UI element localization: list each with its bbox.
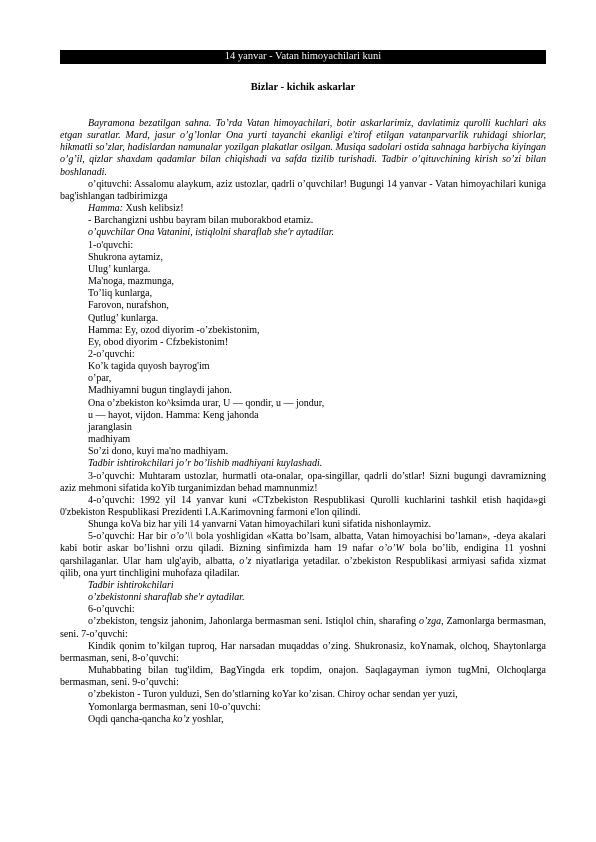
text-run: Zamonlarga bermasman, seni. 7-o’quvchi: <box>60 616 546 640</box>
verse-paragraph: Muhabbating bilan tug'ildim, BagYingda erk topdim, onajon. Saqlagayman iymon tugMni, Olchoqlarga bermasman, seni. 9-o’quvchi: <box>60 665 546 689</box>
poem-line: Qutlug’ kunlarga. <box>88 312 159 324</box>
poem-line: Hamma: Ey, ozod diyorim -o’zbekistonim, <box>88 324 260 336</box>
text-run: ko’z <box>172 713 190 725</box>
text-run: bola bo’lib, endigina 11 yoshni qarshilaganlar. Ular ham ulg'ayib, albatta, <box>60 543 546 567</box>
text-run: bola yoshligidan «Katta bo’lsam, albatta, Vatan himoyachisi bo’laman», -deya akalari kabi botir askar bo’lishni orzu qiladi. Bizning sinfimizda ham 19 nafar <box>60 531 546 555</box>
verse-paragraph <box>60 616 546 640</box>
text-run: niyatlariga yetadilar. o’zbekiston Respublikasi armiyasi safida xizmat qilib, ona yurt tinchligini muhofaza qiladilar. <box>60 555 547 579</box>
verse-paragraph <box>60 714 546 726</box>
stage-direction: Tadbir ishtirokchilari jo’r bo’lishib madhiyani kuylashadi. <box>88 458 323 470</box>
text-run: Oqdi qancha-qancha <box>88 713 173 725</box>
document-page <box>60 50 546 726</box>
poem-line: Madhiyamni bugun tinglaydi jahon. <box>88 385 232 397</box>
text-run: 5-o’quvchi: Har bir <box>88 531 171 543</box>
poem-line: 2-o’quvchi: <box>88 348 135 360</box>
poem-line: To’liq kunlarga, <box>88 288 153 300</box>
stage-direction: o’zbekistonni sharaflab she'r aytadilar. <box>88 592 245 604</box>
hamma-line <box>60 203 546 215</box>
poem-line: Shukrona aytamiz, <box>88 251 163 263</box>
poem-line: u — hayot, vijdon. Hamma: Keng jahonda <box>88 409 259 421</box>
poem-line: So’zi dono, kuyi ma'no madhiyam. <box>88 446 229 458</box>
paragraph-3: 3-o’quvchi: Muhtaram ustozlar, hurmatli ota-onalar, opa-singillar, qadrli do’stlar! Sizni bugungi davramizning aziz mehmoni sifatida koYib turganimizdan behad mamnunmiz! <box>60 470 546 494</box>
text-run: o’z <box>239 555 252 567</box>
poem-line: o’par, <box>88 373 112 385</box>
stage-direction: Tadbir ishtirokchilari <box>88 579 174 591</box>
text-run: o’zga, <box>418 616 444 628</box>
page-title: Bizlar - kichik askarlar <box>250 82 356 93</box>
paragraph-4b: Shunga koVa biz har yili 14 yanvarni Vatan himoyachilari kuni sifatida nishonlaymiz. <box>88 519 432 531</box>
verse-paragraph: Yomonlarga bermasman, seni 10-o’quvchi: <box>88 701 261 713</box>
paragraph-5 <box>60 531 546 580</box>
poem-line: Ona o’zbekiston ko^ksimda urar, U — qondir, u — jondur, <box>88 397 325 409</box>
poem-line: 1-o'quvchi: <box>88 239 134 251</box>
speaker-label: 6-o’quvchi: <box>88 604 135 616</box>
date-banner: 14 yanvar - Vatan himoyachilari kuni <box>60 50 546 64</box>
text-run: yoshlar, <box>189 713 224 725</box>
poem-line: Ma'noga, mazmunga, <box>88 276 174 288</box>
text-run: o’zbekiston, tengsiz jahonim, Jahonlarga bermasman seni. Istiqlol chin, sharafing <box>88 616 419 628</box>
document-body <box>60 118 546 726</box>
verse-paragraph: o’zbekiston - Turon yulduzi, Sen do’stlarning koYar ko’zisan. Chiroy ochar sendan yer yuzi, <box>88 689 458 701</box>
poem-line: Ko’k tagida quyosh bayrog'im <box>88 361 210 373</box>
hamma-label: Hamma: <box>88 203 123 215</box>
congrats-line: - Barchangizni ushbu bayram bilan muborakbod etamiz. <box>88 215 314 227</box>
stage-direction: o’quvchilar Ona Vatanini, istiqlolni sharaflab she'r aytadilar. <box>88 227 335 239</box>
poem-line: jaranglasin <box>88 421 132 433</box>
verse-paragraph: Kindik qonim to’kilgan tuproq, Har narsadan muqaddas o’zing. Shukronasiz, koYnamak, olchoq, Shaytonlarga bermasman, seni, 8-o’quvchi: <box>60 640 546 664</box>
paragraph-4: 4-o’quvchi: 1992 yil 14 yanvar kuni «CTzbekiston Respublikasi Qurolli kuchlarini tashkil etish haqida»gi 0'zbekiston Respublikasi Prezidenti I.A.Karimovning farmoni e'lon qilindi. <box>60 494 546 518</box>
hamma-text: Xush kelibsiz! <box>123 203 184 215</box>
intro-paragraph: Bayramona bezatilgan sahna. To’rda Vatan himoyachilari, botir askarlarimiz, davlatimiz qurolli kuchlari aks etgan suratlar. Mard, jasur o’g’lonlar Ona yurti tayanchi ekanligi e'tirof etilgan vatanparvarlik ruhidagi shiorlar, hikmatli so’zlar, hadislardan namunalar yozilgan plakatlar osilgan. Musiqa sadolari ostida sahnaga harbiycha kiyingan o’g’il, qizlar shaxdam qadamlar bilan chiqishadi va safda tizilib turishadi. Tadbir o’qituvchining kirish so’zi bilan boshlanadi. <box>60 118 546 178</box>
poem-line: Ulug’ kunlarga. <box>88 263 151 275</box>
text-run: o’o’W <box>378 543 404 555</box>
teacher-greeting: o’qituvchi: Assalomu alaykum, aziz ustozlar, qadrli o’quvchilar! Bugungi 14 yanvar - Vatan himoyachilari kuniga bag'ishlangan tadbirimizga <box>60 178 546 202</box>
poem-line: madhiyam <box>88 434 131 446</box>
poem-line: Ey, obod diyorim - Cfzbekistonim! <box>88 336 229 348</box>
text-run: o’o’\\ <box>170 531 193 543</box>
poem-line: Farovon, nurafshon, <box>88 300 169 312</box>
